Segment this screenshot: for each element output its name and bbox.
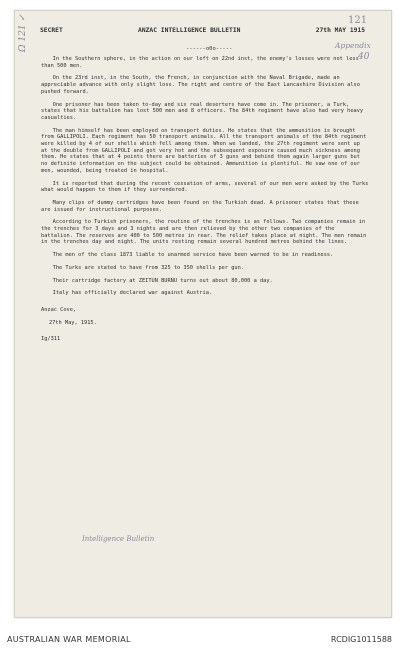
margin-annotation: Ω 121 ✓ — [18, 14, 28, 52]
classification-label: SECRET — [40, 27, 63, 34]
page-number-annotation: 121 — [348, 15, 368, 26]
institution-label: AUSTRALIAN WAR MEMORIAL — [7, 635, 131, 644]
appendix-number-annotation: 40 — [358, 52, 370, 62]
archive-footer — [0, 630, 405, 654]
appendix-annotation: Appendix — [335, 41, 371, 50]
handwritten-note: Intelligence Bulletin — [82, 535, 155, 543]
paragraph: Italy has officially declared war against Austria. — [52, 290, 213, 297]
bulletin-date: 27th MAY 1915 — [315, 27, 365, 34]
paragraph: Their cartridge factory at ZEITUN BURNU turns out about 80,000 a day. — [52, 277, 273, 284]
document-reference: Ig/311 — [41, 336, 61, 343]
paragraph: One prisoner has been taken to-day and six real deserters have come in. The prisoner, a Turk, states that his battalion has lost 500 men and 8 officers. The 84th regiment have also had very heavy casualties. — [41, 101, 364, 121]
record-id: RCDIG1011588 — [330, 635, 392, 644]
paragraph: According to Turkish prisoners, the routine of the trenches is as follows. Two companies remain in the trenches for 3 days and 3 nights and are then relieved by the other two companies of the battalion. The reserves are 400 to 500 metres in rear. The relief takes place at night. The men remain in the trenches day and night. The units resting remain several hundred metres behind the lines. — [41, 219, 367, 246]
paragraph: The men of the class 1873 liable to unarmed service have been warned to be in readiness. — [52, 252, 334, 259]
paragraph: The man himself has been employed on transport duties. He states that the ammunition is brought from GALLIPOLI. Each regiment has 50 transport animals. All the transport animals of the 84th regiment were killed by 4 of our shells which fell among them. When we landed, the 27th regiment were sent up at the double from GALLIPOLI and got very hot and the subsequent exposure caused much sickness among them. He states that at 4 points there are batteries of 3 guns and behind them again larger guns but no definite information on the subject could be obtained. Ammunition is plentiful. He saw one of our men, wounded, being treated in hospital. — [41, 127, 367, 174]
bulletin-body — [41, 56, 369, 349]
paragraph: The Turks are stated to have from 325 to 350 shells per gun. — [52, 264, 244, 271]
paragraph: In the Southern sphere, in the action on our left on 22nd inst, the enemy's losses were not less than 500 men. — [41, 56, 359, 69]
bulletin-title: ANZAC INTELLIGENCE BULLETIN — [138, 27, 241, 34]
signoff-place: Anzac Cove, — [41, 306, 77, 313]
paragraph: On the 23rd inst, in the South, the French, in conjunction with the Naval Brigade, made an appreciable advance with only slight loss. The right and centre of the East Lancashire Division also pushed forward. — [41, 75, 360, 95]
paragraph: Many clips of dummy cartridges have been found on the Turkish dead. A prisoner states that these are issued for instructional purposes. — [41, 199, 359, 213]
header-separator: ------o0o----- — [186, 46, 233, 52]
paragraph: It is reported that during the recent cessation of arms, several of our men were asked by the Turks what would happen to them if they surrendered. — [41, 180, 369, 194]
bulletin-header — [40, 27, 365, 34]
signoff-date: 27th May, 1915. — [48, 319, 97, 326]
